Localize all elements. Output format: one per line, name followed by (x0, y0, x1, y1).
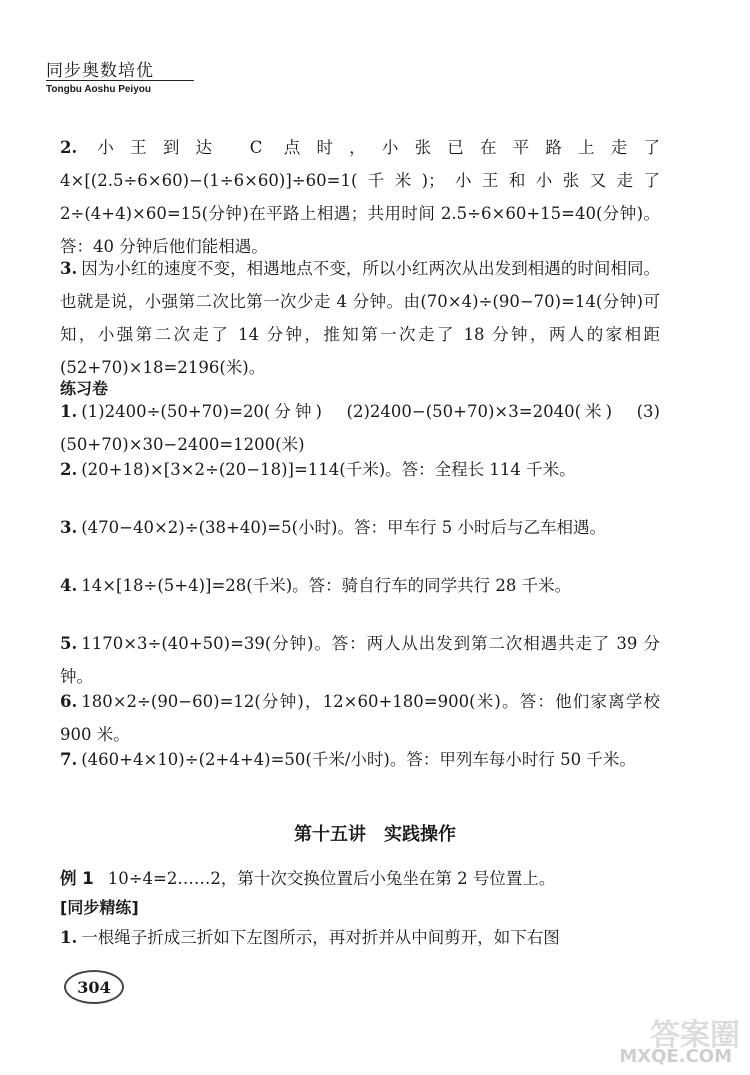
practice-item-text: 14×[18÷(5+4)]=28(千米)。答：骑自行车的同学共行 28 千米。 (81, 576, 572, 595)
practice-item-number: 3. (60, 518, 78, 537)
practice-item-6 (60, 685, 660, 751)
chapter-title: 第十五讲 实践操作 (294, 824, 456, 845)
sync-practice-label: [同步精练] (60, 898, 139, 917)
answer-number: 3. (60, 259, 78, 278)
practice-label: 练习卷 (60, 379, 109, 398)
practice-item-number: 1. (60, 402, 78, 421)
page-number: 304 (77, 977, 111, 997)
answer-paragraph-3 (60, 252, 660, 384)
practice-item-number: 7. (60, 750, 78, 769)
practice-item-number: 5. (60, 634, 78, 653)
practice-item-7 (60, 743, 660, 776)
sync-item-text: 一根绳子折成三折如下左图所示，再对折并从中间剪开，如下右图 (81, 928, 560, 947)
practice-item-2 (60, 453, 660, 486)
practice-item-text: 180×2÷(90−60)=12(分钟)，12×60+180=900(米)。答：他们家离学校 900 米。 (60, 692, 660, 744)
practice-item-text: (20+18)×[3×2÷(20−18)]=114(千米)。答：全程长 114 千米。 (81, 460, 576, 479)
practice-item-1 (60, 395, 660, 461)
sync-item-1 (60, 921, 660, 954)
example-label: 例 1 (60, 869, 94, 888)
sync-item-number: 1. (60, 928, 78, 947)
practice-item-number: 2. (60, 460, 78, 479)
practice-item-text: (460+4×10)÷(2+4+4)=50(千米/小时)。答：甲列车每小时行 50 千米。 (81, 750, 636, 769)
practice-item-3 (60, 511, 660, 544)
answer-paragraph-2 (60, 131, 660, 263)
header-title: 同步奥数培优 (46, 61, 154, 81)
page-number-badge (64, 970, 124, 1004)
practice-item-text: (1)2400÷(50+70)=20(分钟) (2)2400−(50+70)×3=2040(米) (3)(50+70)×30−2400=1200(米) (60, 402, 660, 454)
example-1 (60, 862, 660, 895)
example-text: 10÷4=2……2，第十次交换位置后小兔坐在第 2 号位置上。 (107, 869, 556, 888)
practice-item-4 (60, 569, 660, 602)
practice-item-text: 1170×3÷(40+50)=39(分钟)。答：两人从出发到第二次相遇共走了 39 分钟。 (60, 634, 660, 686)
watermark-url: MXQE.COM (619, 1046, 732, 1067)
answer-text: 小王到达 C 点时，小张已在平路上走了 4×[(2.5÷6×60)−(1÷6×60)]÷60=1(千米)；小王和小张又走了 2÷(4+4)×60=15(分钟)在平路上相遇；共用时间 2.5÷6×60+15=40(分钟)。答：40 分钟后他们能相遇。 (60, 138, 660, 256)
header-rule (46, 80, 194, 81)
practice-item-text: (470−40×2)÷(38+40)=5(小时)。答：甲车行 5 小时后与乙车相遇。 (81, 518, 606, 537)
practice-item-number: 4. (60, 576, 78, 595)
practice-item-number: 6. (60, 692, 78, 711)
practice-item-5 (60, 627, 660, 693)
answer-number: 2. (60, 138, 78, 157)
answer-text: 因为小红的速度不变，相遇地点不变，所以小红两次从出发到相遇的时间相同。也就是说，小强第二次比第一次少走 4 分钟。由(70×4)÷(90−70)=14(分钟)可知，小强第二次走了 14 分钟，推知第一次走了 18 分钟，两人的家相距(52+70)×18=2196(米)。 (60, 259, 660, 377)
header-subtitle: Tongbu Aoshu Peiyou (46, 84, 151, 95)
watermark-logo: 答案圈 (650, 1018, 740, 1053)
